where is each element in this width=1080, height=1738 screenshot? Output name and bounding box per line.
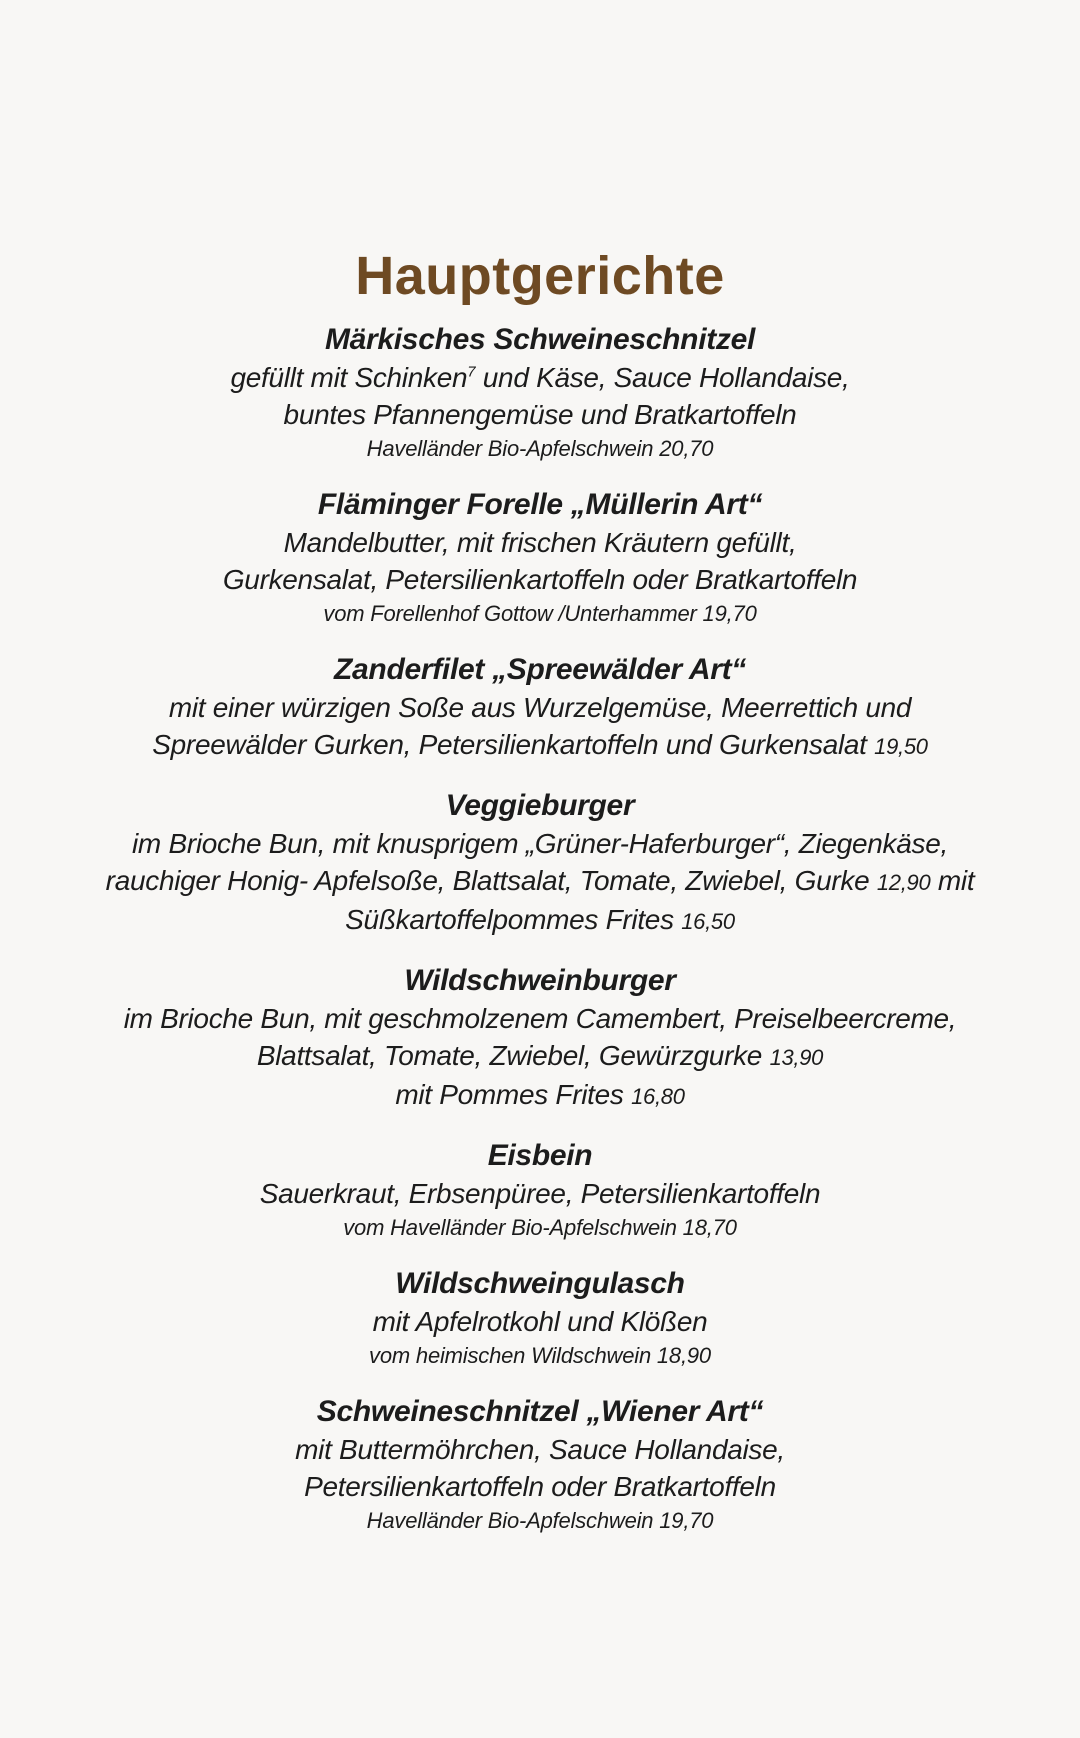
dish-name: Eisbein [487, 1138, 593, 1172]
dish-price: 16,80 [631, 1083, 685, 1109]
dish-description-line [40, 396, 1040, 433]
dish-description-text: im Brioche Bun, mit knusprigem „Grüner-Haferburger“, Ziegenkäse, [132, 827, 948, 859]
dish-description-text: Petersilienkartoffeln oder Bratkartoffeln [304, 1470, 776, 1502]
dish-description-line [40, 1000, 1040, 1037]
dish-description-text: rauchiger Honig- Apfelsoße, Blattsalat, Tomate, Zwiebel, Gurke [105, 864, 877, 896]
dish-description-text: mit Buttermöhrchen, Sauce Hollandaise, [295, 1433, 785, 1465]
dish-origin-note: vom Forellenhof Gottow /Unterhammer 19,70 [323, 600, 757, 626]
menu-item [40, 651, 1040, 765]
menu-item [40, 962, 1040, 1115]
dish-description-line [40, 1076, 1040, 1115]
dish-name: Wildschweinburger [404, 963, 676, 997]
dish-description-text: mit Pommes Frites [395, 1078, 632, 1110]
menu-items [40, 321, 1040, 1536]
dish-description-line [40, 1175, 1040, 1212]
dish-name: Märkisches Schweineschnitzel [324, 322, 756, 356]
dish-origin-note: vom Havelländer Bio-Apfelschwein 18,70 [343, 1214, 737, 1240]
dish-description-text: mit einer würzigen Soße aus Wurzelgemüse, Meerrettich und [168, 691, 912, 723]
menu-item [40, 1393, 1040, 1536]
dish-description-line [40, 524, 1040, 561]
dish-price: 19,50 [874, 733, 928, 759]
menu-item [40, 787, 1040, 940]
dish-description-line [40, 1431, 1040, 1468]
menu-item [40, 321, 1040, 464]
allergen-footnote-number: 7 [467, 363, 476, 381]
dish-description-text: Sauerkraut, Erbsenpüree, Petersilienkartoffeln [259, 1177, 821, 1209]
dish-name: Veggieburger [445, 788, 635, 822]
dish-description-line [40, 825, 1040, 862]
dish-description-text: im Brioche Bun, mit geschmolzenem Camembert, Preiselbeercreme, [123, 1002, 957, 1034]
dish-price: 16,50 [681, 908, 735, 934]
menu-item [40, 1137, 1040, 1243]
dish-description-text: und Käse, Sauce Hollandaise, [475, 361, 850, 393]
dish-description-line [40, 359, 1040, 396]
dish-description-line [40, 1303, 1040, 1340]
dish-description-text: buntes Pfannengemüse und Bratkartoffeln [283, 398, 797, 430]
dish-description-line [40, 862, 1040, 901]
page-title: Hauptgerichte [355, 246, 725, 306]
dish-name: Zanderfilet „Spreewälder Art“ [334, 652, 746, 686]
dish-description-line [40, 689, 1040, 726]
dish-description-text: Blattsalat, Tomate, Zwiebel, Gewürzgurke [256, 1039, 770, 1071]
dish-description-line [40, 1037, 1040, 1076]
dish-description-text: Spreewälder Gurken, Petersilienkartoffeln und Gurkensalat [152, 728, 875, 760]
menu-item [40, 1265, 1040, 1371]
dish-description-text: Mandelbutter, mit frischen Kräutern gefüllt, [283, 526, 797, 558]
dish-description-text: Gurkensalat, Petersilienkartoffeln oder Bratkartoffeln [222, 563, 858, 595]
dish-description-line [40, 726, 1040, 765]
dish-description-line [40, 901, 1040, 940]
dish-name: Fläminger Forelle „Müllerin Art“ [317, 487, 763, 521]
dish-description-line [40, 1468, 1040, 1505]
dish-description-text: mit [930, 864, 975, 896]
dish-price: 12,90 [876, 869, 931, 895]
dish-origin-note: Havelländer Bio-Apfelschwein 19,70 [366, 1507, 714, 1533]
dish-description-line [40, 561, 1040, 598]
dish-name: Schweineschnitzel „Wiener Art“ [316, 1394, 764, 1428]
dish-origin-note: vom heimischen Wildschwein 18,90 [369, 1342, 711, 1368]
dish-origin-note: Havelländer Bio-Apfelschwein 20,70 [366, 435, 714, 461]
dish-description-text: Süßkartoffelpommes Frites [345, 903, 682, 935]
dish-description-text: mit Apfelrotkohl und Klößen [372, 1305, 708, 1337]
dish-description-text: gefüllt mit Schinken [230, 361, 468, 393]
menu-item [40, 486, 1040, 629]
dish-price: 13,90 [769, 1044, 824, 1070]
dish-name: Wildschweingulasch [395, 1266, 685, 1300]
